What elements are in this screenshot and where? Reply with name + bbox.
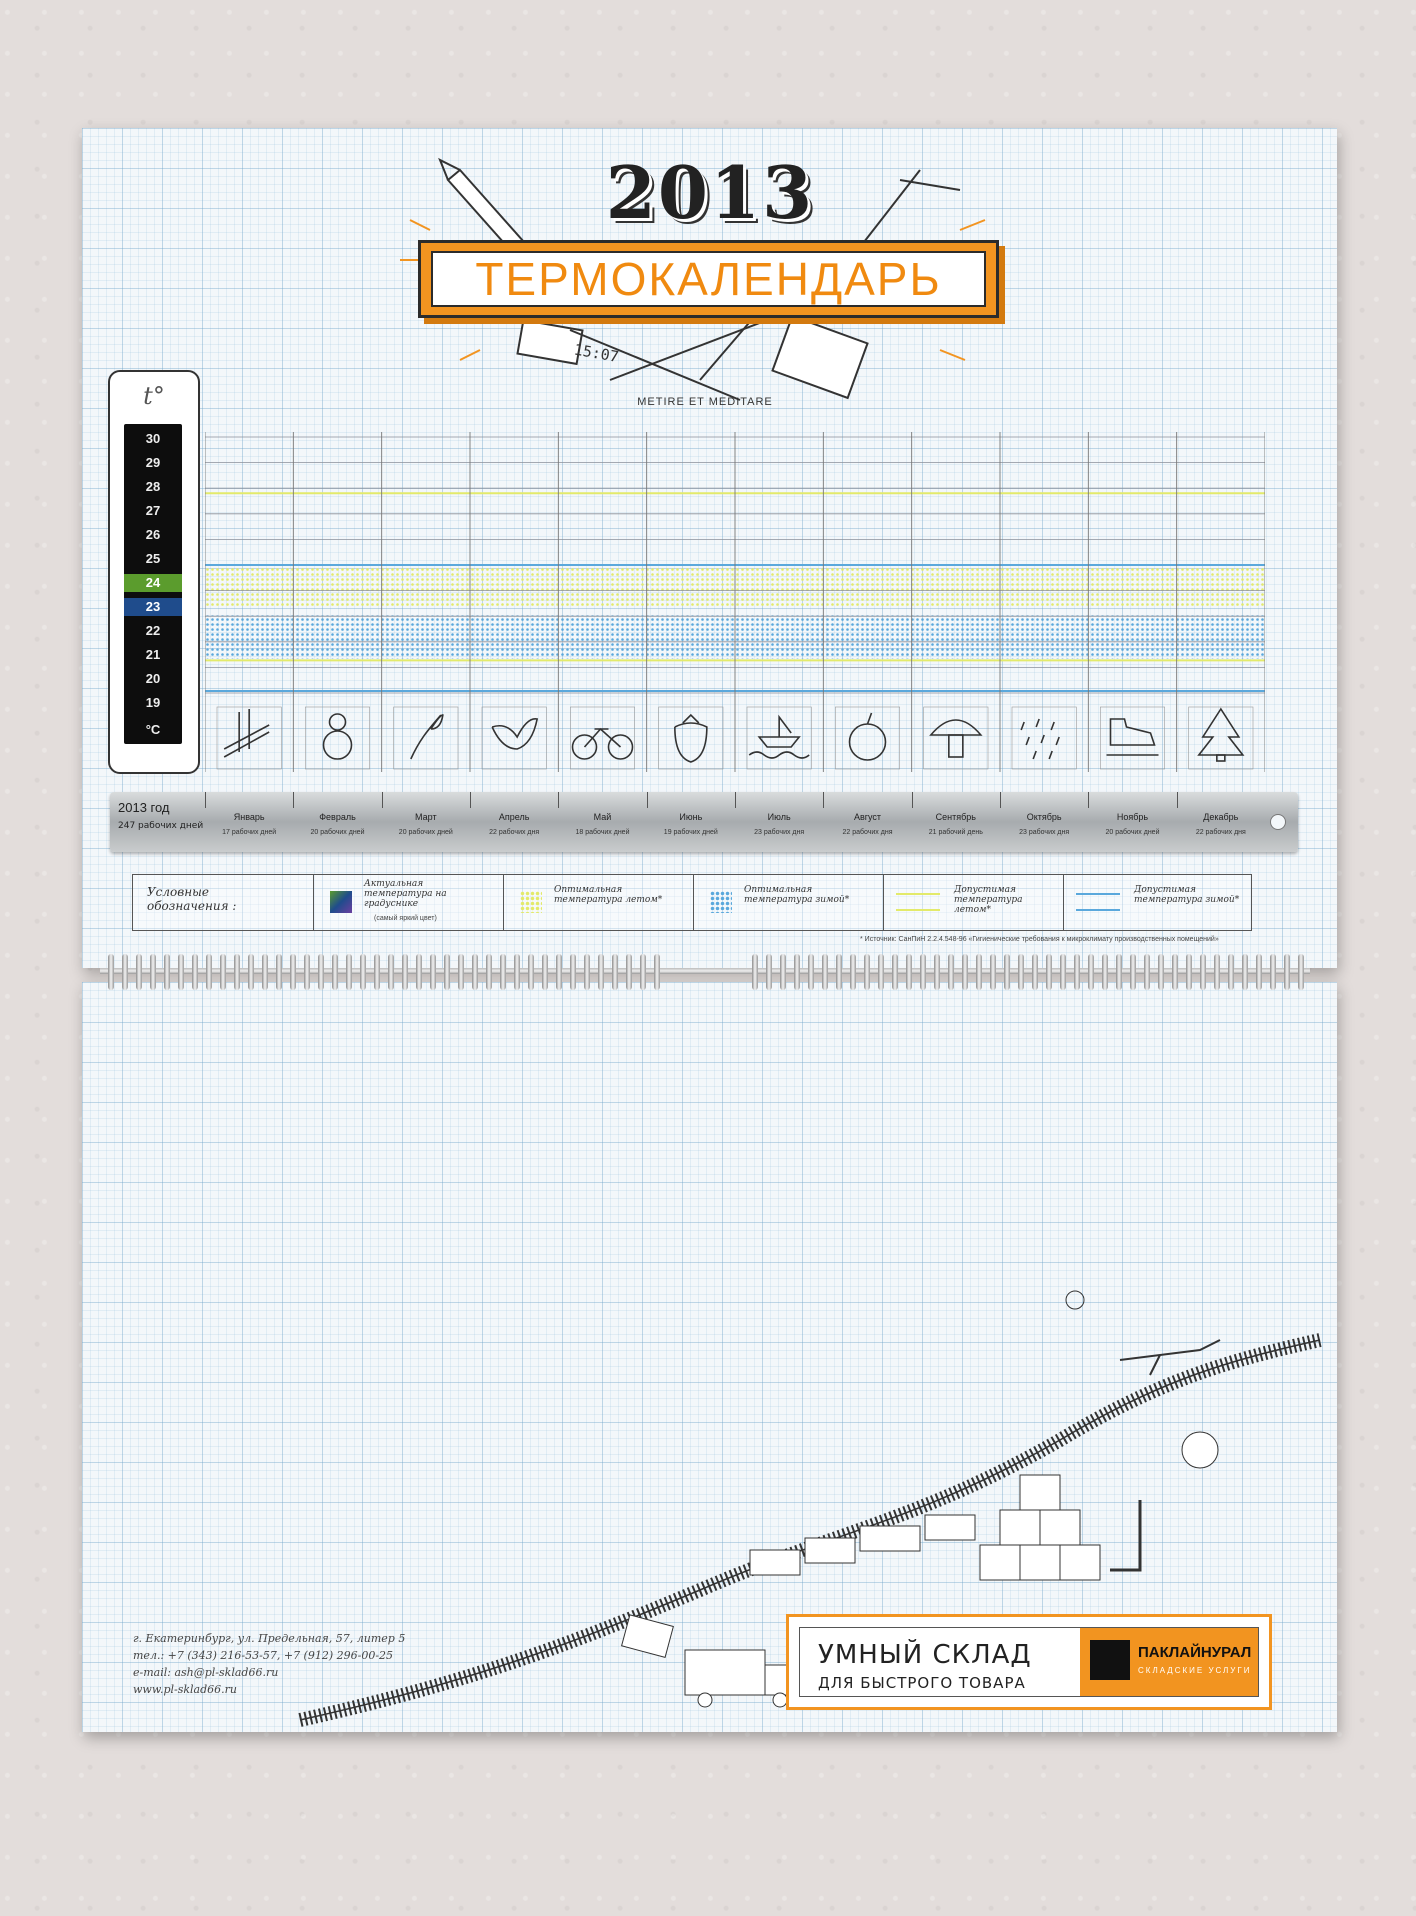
calendar-title: ТЕРМОКАЛЕНДАРЬ <box>475 253 942 305</box>
binding-coil <box>136 954 142 990</box>
address-line: г. Екатеринбург, ул. Предельная, 57, литер 5 <box>133 1632 406 1645</box>
thermometer-value: 26 <box>145 527 161 542</box>
brand-name: ПАКЛАЙНУРАЛ <box>1138 1644 1252 1661</box>
month-icon-box <box>570 707 634 769</box>
binding-coil <box>192 954 198 990</box>
month-working-days: 20 рабочих дней <box>1105 829 1160 836</box>
binding-coil <box>864 954 870 990</box>
legend <box>132 874 1252 931</box>
binding-coil <box>318 954 324 990</box>
month-name: Апрель <box>498 812 530 822</box>
month-icon-box <box>482 707 546 769</box>
clock-display: 15:07 <box>572 340 621 367</box>
month-name: Июнь <box>679 812 703 822</box>
ruler-year-label: 2013 год <box>118 800 170 815</box>
binding-coil <box>1172 954 1178 990</box>
skis-icon <box>224 709 269 757</box>
thermometer-value: 28 <box>145 479 161 494</box>
binding-coil <box>1256 954 1262 990</box>
binding-coil <box>598 954 604 990</box>
binding-coil <box>1004 954 1010 990</box>
month-label <box>823 792 911 852</box>
binding-coil <box>388 954 394 990</box>
month-working-days: 20 рабочих дней <box>310 829 365 836</box>
month-name: Август <box>853 812 882 822</box>
thermometer-value: 24 <box>124 574 182 592</box>
legend-text: Оптимальная температура летом* <box>554 885 663 905</box>
binding-coil <box>220 954 226 990</box>
binding-coil <box>528 954 534 990</box>
binding-coil <box>206 954 212 990</box>
legend-item-summer-optimal <box>503 875 694 930</box>
binding-coil <box>850 954 856 990</box>
binding-coil <box>276 954 282 990</box>
thermometer-value: 23 <box>124 598 182 616</box>
month-label <box>382 792 470 852</box>
legend-item-actual <box>313 875 504 930</box>
binding-coil <box>1270 954 1276 990</box>
binding-coil <box>752 954 758 990</box>
wall-clock-icon <box>1182 1432 1218 1468</box>
legend-note: (самый яркий цвет) <box>374 915 437 922</box>
paper-boat-icon <box>749 717 809 758</box>
binding-coil <box>1186 954 1192 990</box>
binding-coil <box>1298 954 1304 990</box>
month-working-days: 22 рабочих дня <box>1195 829 1246 836</box>
motto: METIRE ET MEDITARE <box>637 396 773 408</box>
binding-coil <box>920 954 926 990</box>
binding-coil <box>892 954 898 990</box>
binding-coil <box>514 954 520 990</box>
binding-coil <box>290 954 296 990</box>
month-name: Март <box>415 812 437 822</box>
binding-coil <box>234 954 240 990</box>
month-name: Декабрь <box>1203 812 1239 822</box>
binding-coil <box>556 954 562 990</box>
thermometer-value: 19 <box>145 695 161 710</box>
binding-coil <box>1200 954 1206 990</box>
slogan-line1: УМНЫЙ СКЛАД <box>818 1640 1032 1670</box>
thermometer-value: 27 <box>145 503 161 518</box>
thermometer-value: 30 <box>145 431 161 446</box>
binding-coil <box>150 954 156 990</box>
month-working-days: 23 рабочих дня <box>754 829 805 836</box>
brand-subtitle: СКЛАДСКИЕ УСЛУГИ <box>1138 1666 1252 1675</box>
snowman-icon <box>324 714 352 759</box>
binding-coil <box>1158 954 1164 990</box>
temperature-grid <box>205 432 1265 772</box>
month-name: Май <box>593 812 612 822</box>
binding-coil <box>374 954 380 990</box>
binding-coil <box>360 954 366 990</box>
website-line[interactable]: www.pl-sklad66.ru <box>133 1683 237 1696</box>
month-icon-box <box>394 707 458 769</box>
binding-coil <box>1060 954 1066 990</box>
month-working-days: 22 рабочих дня <box>842 829 893 836</box>
binding-coil <box>1074 954 1080 990</box>
binding-coil <box>780 954 786 990</box>
binding-coil <box>472 954 478 990</box>
legend-text: Оптимальная температура зимой* <box>744 885 850 905</box>
binding-coil <box>248 954 254 990</box>
temperature-symbol: t° <box>143 382 165 410</box>
bicycle-icon <box>573 729 633 759</box>
month-icon-box <box>924 707 988 769</box>
computer-icon <box>622 1615 674 1658</box>
month-working-days: 23 рабочих дня <box>1019 829 1070 836</box>
month-name: Октябрь <box>1026 812 1062 822</box>
sun-icon <box>1066 1291 1084 1309</box>
binding-coil <box>1130 954 1136 990</box>
binding-coil <box>178 954 184 990</box>
truck-icon <box>685 1650 795 1707</box>
month-working-days: 17 рабочих дней <box>222 829 277 836</box>
binding-coil <box>626 954 632 990</box>
binding-coil <box>808 954 814 990</box>
binding-coil <box>836 954 842 990</box>
binding-coil <box>304 954 310 990</box>
binding-coil <box>906 954 912 990</box>
binding-coil <box>1144 954 1150 990</box>
month-name: Февраль <box>319 812 356 822</box>
email-line[interactable]: e-mail: ash@pl-sklad66.ru <box>133 1666 279 1679</box>
slogan-line2: ДЛЯ БЫСТРОГО ТОВАРА <box>818 1674 1026 1692</box>
promo-block <box>786 1614 1272 1710</box>
binding-coil <box>822 954 828 990</box>
month-name: Сентябрь <box>935 812 976 822</box>
apple-icon <box>850 713 886 760</box>
binding-coil <box>948 954 954 990</box>
month-label <box>735 792 823 852</box>
binding-coil <box>262 954 268 990</box>
legend-item-winter-allowed <box>1063 875 1252 930</box>
sprout-icon <box>411 715 443 759</box>
thermometer-value: 22 <box>145 623 161 638</box>
binding-coil <box>794 954 800 990</box>
rain-drops-icon <box>1021 719 1059 759</box>
bird-icon <box>492 719 537 749</box>
binding-coil <box>402 954 408 990</box>
binding-coil <box>1228 954 1234 990</box>
binding-coil <box>976 954 982 990</box>
christmas-tree-icon <box>1199 709 1243 761</box>
ruler-hole <box>1270 814 1286 830</box>
forklift-icon <box>1110 1500 1140 1570</box>
ruler-total-days: 247 рабочих дней <box>118 821 204 831</box>
binding-coil <box>1214 954 1220 990</box>
binding-coil <box>346 954 352 990</box>
binding-coil <box>1046 954 1052 990</box>
binding-coil <box>1284 954 1290 990</box>
month-icon-box <box>1189 707 1253 769</box>
binding-coil <box>1032 954 1038 990</box>
strawberry-icon <box>675 715 707 762</box>
binding-coil <box>640 954 646 990</box>
binding-coil <box>444 954 450 990</box>
winter-allowed-line <box>1076 909 1120 911</box>
month-label <box>1177 792 1265 852</box>
actual-swatch <box>330 891 352 913</box>
binding-coil <box>570 954 576 990</box>
month-name: Ноябрь <box>1116 812 1149 822</box>
binding-coil <box>1242 954 1248 990</box>
month-name: Январь <box>233 812 265 822</box>
thermometer-value: 21 <box>145 647 161 662</box>
binding-coil <box>584 954 590 990</box>
thermometer-unit: °C <box>145 722 161 737</box>
binding-coil <box>332 954 338 990</box>
month-name: Июль <box>767 812 791 822</box>
winter-allowed-line <box>1076 893 1120 895</box>
month-label <box>1088 792 1176 852</box>
binding-coil <box>500 954 506 990</box>
binding-coil <box>1102 954 1108 990</box>
boxes-icon <box>980 1475 1100 1580</box>
binding-coil <box>458 954 464 990</box>
summer-allowed-line <box>896 893 940 895</box>
month-working-days: 19 рабочих дней <box>663 829 718 836</box>
month-working-days: 18 рабочих дней <box>575 829 630 836</box>
month-icon-box <box>659 707 723 769</box>
binding-coil <box>1116 954 1122 990</box>
winter-optimal-swatch <box>710 891 732 913</box>
thermometer-value: 29 <box>145 455 161 470</box>
legend-item-summer-allowed <box>883 875 1064 930</box>
binding-coil <box>1018 954 1024 990</box>
skate-icon <box>1107 719 1159 755</box>
month-working-days: 22 рабочих дня <box>489 829 540 836</box>
thermometer-value: 20 <box>145 671 161 686</box>
month-working-days: 20 рабочих дней <box>398 829 453 836</box>
summer-allowed-line <box>896 909 940 911</box>
binding-coil <box>164 954 170 990</box>
thermometer-scale <box>124 424 182 744</box>
title-ribbon <box>418 240 999 318</box>
binding-coil <box>934 954 940 990</box>
binding-coil <box>486 954 492 990</box>
mushroom-icon <box>931 720 981 757</box>
binding-coil <box>108 954 114 990</box>
legend-text: Допустимая температура летом* <box>954 885 1023 915</box>
source-note: * Источник: СанПиН 2.2.4.548-96 «Гигиенические требования к микроклимату производственных помещений» <box>860 936 1219 943</box>
month-label <box>558 792 646 852</box>
binding-coil <box>416 954 422 990</box>
binding-coil <box>542 954 548 990</box>
month-label <box>293 792 381 852</box>
binding-coil <box>612 954 618 990</box>
airplane-icon <box>1120 1340 1220 1375</box>
month-label <box>1000 792 1088 852</box>
binding-coil <box>878 954 884 990</box>
thermometer-value: 25 <box>145 551 161 566</box>
calendar-year: 2013 <box>605 150 815 235</box>
contact-address <box>133 1630 405 1698</box>
brand-logo <box>1080 1628 1258 1696</box>
binding-coil <box>962 954 968 990</box>
month-label <box>205 792 293 852</box>
brand-mark-icon <box>1090 1640 1130 1680</box>
legend-title: Условные обозначения : <box>147 885 237 913</box>
month-icon-box <box>1012 707 1076 769</box>
binding-coil <box>654 954 660 990</box>
summer-optimal-swatch <box>520 891 542 913</box>
month-label <box>470 792 558 852</box>
binding-coil <box>990 954 996 990</box>
month-working-days: 21 рабочий день <box>928 829 983 836</box>
binding-coil <box>1088 954 1094 990</box>
month-ruler <box>110 792 1298 852</box>
binding-coil <box>766 954 772 990</box>
phone-line: тел.: +7 (343) 216-53-57, +7 (912) 296-00-25 <box>133 1649 394 1662</box>
legend-text: Актуальная температура на градуснике <box>364 879 447 909</box>
spiral-binding <box>100 954 1310 994</box>
binding-coil <box>122 954 128 990</box>
legend-item-winter-optimal <box>693 875 884 930</box>
binding-coil <box>430 954 436 990</box>
month-label <box>912 792 1000 852</box>
thermometer-strip <box>108 370 200 774</box>
legend-text: Допустимая температура зимой* <box>1134 885 1240 905</box>
month-label <box>647 792 735 852</box>
